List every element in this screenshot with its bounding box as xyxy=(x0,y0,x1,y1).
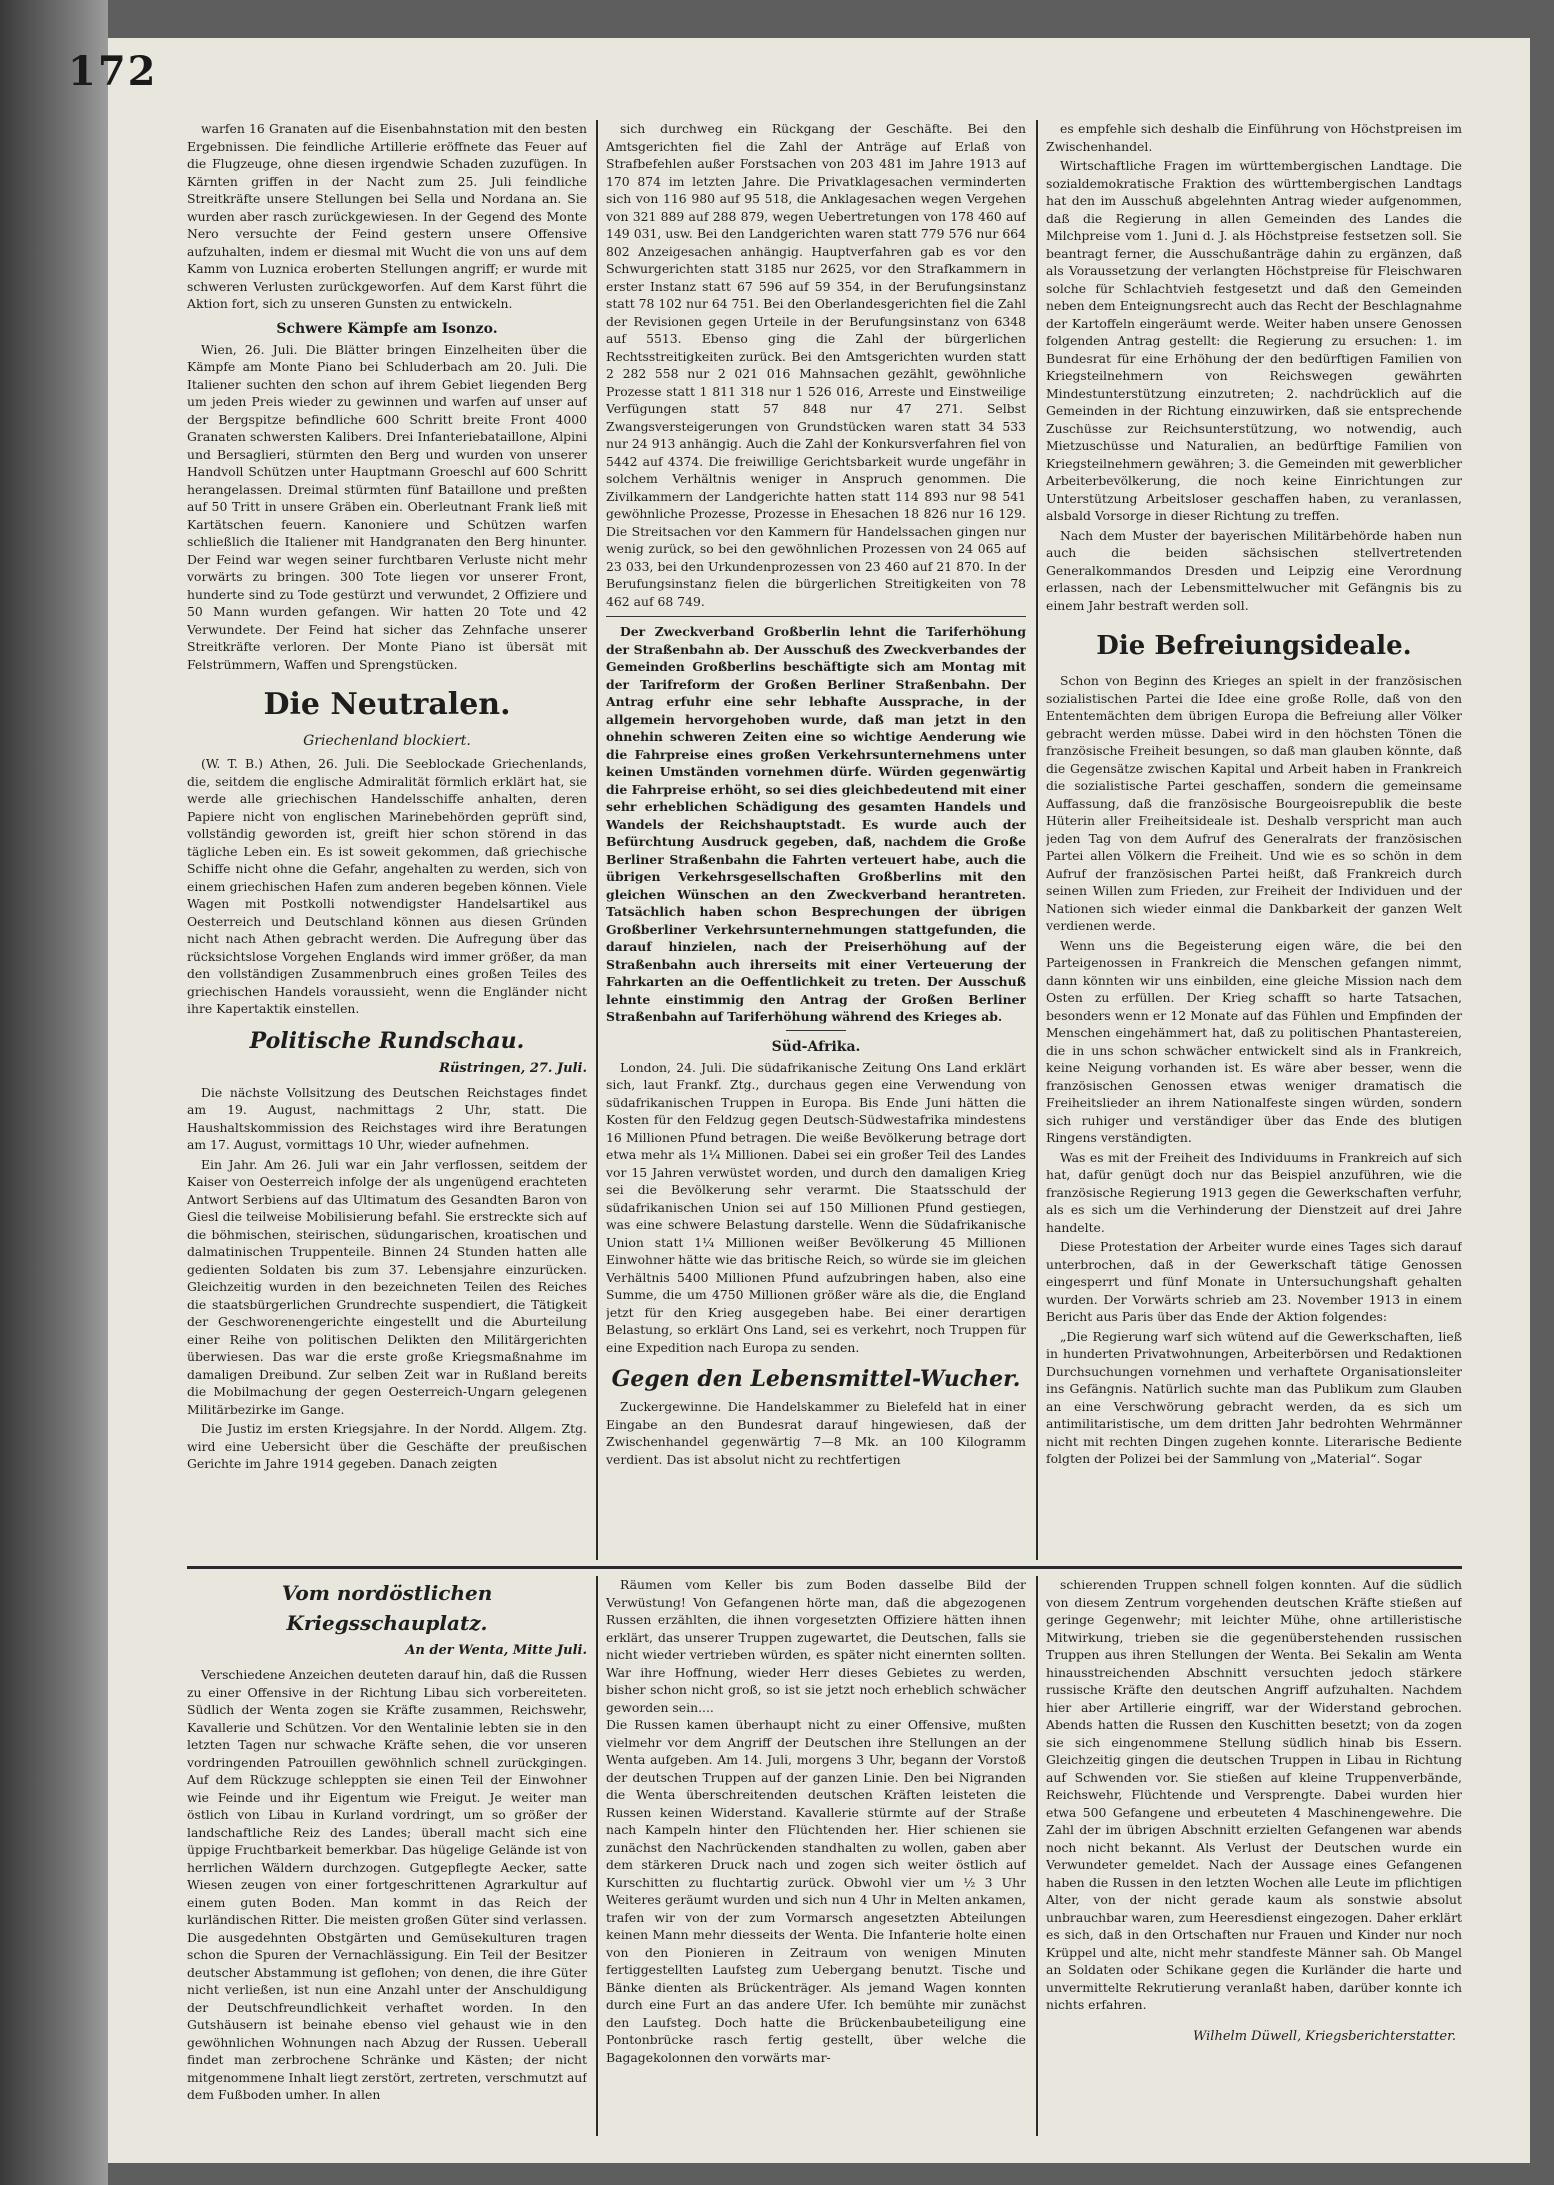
kriegsschauplatz-text-3: schierenden Truppen schnell folgen konnten. Auf die südlich von diesem Zentrum vorgehenden deutschen Kräfte stießen auf geringe Gegenwehr; mit leichter Mühe, ohne artilleristische Mitwirkung, trieben sie die gegenüberstehenden russischen Truppen aus ihren Stellungen der Wenta. Bei Sekalin am Wenta hinausstreichenden Abschnitt versuchten jedoch stärkere russische Kräfte den deutschen Angriff aufzuhalten. Nachdem hier aber Artillerie eingriff, war der Widerstand gebrochen. Abends hatten die Russen den Kuschitten besetzt; von da zogen sie sich eingenommene Stellung südlich hinab bis Essern. Gleichzeitig gingen die deutschen Truppen in Libau in Richtung auf Schwenden vor. Sie stießen auf kleine Truppenverbände, Reichswehr, Flüchtende und Versprengte. Dabei wurden hier etwa 500 Gefangene und erbeuteten 4 Maschinengewehre. Die Zahl der im übrigen Abschnitt erzielten Gefangenen war abends noch nicht bekannt. Als Verlust der Deutschen wurde ein Verwundeter gemeldet. Nach der Aussage eines Gefangenen haben die Russen in den letzten Wochen alle Leute im pflichtigen Alter, von der nicht gerade kaum als sonstwie absolut unbrauchbar waren, zum Heeresdienst eingezogen. Daher erklärt es sich, daß in den Ortschaften nur Frauen und Kinder nur noch Krüppel und alte, nicht mehr standfeste Männer sah. Ob Mangel an Soldaten oder Schikane gegen die Kurländer die harte und unvermittelte Rekrutierung veranlaßt haben, darüber konnte ich nichts erfahren. xyxy=(1046,1577,1462,2012)
justiz-statistics-text: sich durchweg ein Rückgang der Geschäfte. Bei den Amtsgerichten fiel die Zahl der Anträge auf Erlaß von Strafbefehlen außer Forstsachen von 203 481 im Jahre 1913 auf 170 874 im letzten Jahre. Die Privatklagesachen verminderten sich von 116 980 auf 95 518, die Anklagesachen wegen Vergehen von 321 889 auf 288 879, wegen Uebertretungen von 178 460 auf 149 031, usw. Bei den Landgerichten waren statt 779 576 nur 664 802 Anzeigesachen anhängig. Hauptverfahren gab es vor den Schwurgerichten statt 3185 nur 2625, vor den Strafkammern in erster Instanz statt 67 596 auf 59 354, in der Berufungsinstanz statt 78 102 nur 64 751. Bei den Oberlandesgerichten fiel die Zahl der Revisionen gegen Urteile in der Berufungsinstanz von 6348 auf 5513. Ebenso ging die Zahl der bürgerlichen Rechtsstreitigkeiten zurück. Bei den Amtsgerichten wurden statt 2 282 558 nur 2 021 016 Mahnsachen gezählt, gewöhnliche Prozesse statt 1 811 318 nur 1 526 016, Arreste und Einstweilige Verfügungen statt 57 848 nur 47 271. Selbst Zwangsversteigerungen von Grundstücken waren statt 34 533 nur 24 913 anhängig. Auch die Zahl der Konkursverfahren fiel von 5442 auf 4374. Die freiwillige Gerichtsbarkeit wurde ungefähr in solchem Verhältnis weniger in Anspruch genommen. Die Zivilkammern der Landgerichte hatten statt 114 893 nur 98 541 gewöhnliche Prozesse, Prozesse in Ehesachen 18 826 nur 16 129. Die Streitsachen vor den Kammern für Handelssachen gingen nur wenig zurück, so bei den gewöhnlichen Prozessen von 24 065 auf 23 033, bei den Urkundenprozessen von 23 460 auf 21 870. In der Berufungsinstanz fielen die bürgerlichen Streitigkeiten von 78 462 auf 68 749. xyxy=(606,121,1026,609)
lower-column-1 xyxy=(187,1576,587,2136)
suedafrika-heading: Süd-Afrika. xyxy=(771,1038,861,1055)
befreiungsideale-p3: Was es mit der Freiheit des Individuums in Frankreich auf sich hat, dafür genügt doch nur das Beispiel anzuführen, wie die französische Regierung 1913 gegen die Gewerkschaften verfuhr, als es sich um die Verhinderung der Dienstzeit auf drei Jahre handelte. xyxy=(1046,1149,1462,1235)
rundschau-heading: Politische Rundschau. xyxy=(249,1027,525,1054)
page-number: 172 xyxy=(68,48,158,95)
rundschau-dateline: Rüstringen, 27. Juli. xyxy=(439,1060,587,1076)
war-report-text: warfen 16 Granaten auf die Eisenbahnstation mit den besten Ergebnissen. Die feindliche Artillerie eröffnete das Feuer auf die Flugzeuge, ohne diesen irgendwie Schaden zuzufügen. In Kärnten griffen in der Nacht zum 25. Juli feindliche Streitkräfte unsere Stellungen bei Sella und Nordana an. Sie wurden aber rasch zurückgewiesen. In der Gegend des Monte Nero versuchte der Feind gestern unsere Offensive aufzuhalten, indem er diesmal mit Wucht die von uns auf dem Kamm von Luznica eroberten Stellungen angriff; er wurde mit schweren Verlusten zurückgeworfen. Auf dem Karst führt die Aktion fort, sich zu unseren Gunsten zu entwickeln. xyxy=(187,121,587,311)
rundschau-ein-jahr: Ein Jahr. Am 26. Juli war ein Jahr verflossen, seitdem der Kaiser von Oesterreich infolge der als ungenügend erachteten Antwort Serbiens auf das Ultimatum des Gesandten Baron von Giesl die teilweise Mobilisierung befahl. Sie erstreckte sich auf die böhmischen, steirischen, südungarischen, kroatischen und dalmatinischen Truppenteile. Binnen 24 Stunden hatten alle gedienten Soldaten bis zum 37. Lebensjahre einzurücken. Gleichzeitig wurden in den bezeichneten Teilen des Reiches die staatsbürgerlichen Grundrechte suspendiert, die Tätigkeit der Geschworenengerichte eingestellt und die Aburteilung einer Reihe von politischen Delikten den Militärgerichten überwiesen. Das war die erste große Kriegsmaßnahme im damaligen Dreibund. Zur selben Zeit war in Rußland bereits die Mobilmachung der gegen Oesterreich-Ungarn gelegenen Militärbezirke im Gange. xyxy=(187,1156,587,1417)
column-3 xyxy=(1046,120,1462,1560)
column-2 xyxy=(606,120,1026,1560)
befreiungsideale-p5: „Die Regierung warf sich wütend auf die Gewerkschaften, ließ in hunderten Privatwohnungen, Arbeiterbörsen und Redaktionen Durchsuchungen vornehmen und verhaftete Organisationsleiter ins Gefängnis. Natürlich suchte man das Publikum zum Glauben an eine Verschwörung gebracht werden, da es sich um antimilitaristische, um dem dritten Jahr bedrohten Wehrmänner nicht mit rechten Dingen zugehen konnte. Literarische Bediente folgten der Polizei bei der Sammlung von „Material“. Sogar xyxy=(1046,1328,1462,1466)
section-rule xyxy=(187,1566,1462,1569)
column-1 xyxy=(187,120,587,1560)
section-divider xyxy=(606,616,1026,617)
kriegsschauplatz-dateline: An der Wenta, Mitte Juli. xyxy=(405,1643,587,1658)
column-rule xyxy=(596,120,598,1560)
suedafrika-text: London, 24. Juli. Die südafrikanische Zeitung Ons Land erklärt sich, laut Frankf. Ztg., durchaus gegen eine Verwendung von südafrikanischen Truppen in Europa. Bis Ende Juni hätten die Kosten für den Feldzug gegen Deutsch-Südwestafrika mindestens 16 Millionen Pfund betragen. Die weiße Bevölkerung betrage dort etwa mehr als 1¼ Millionen. Dabei sei ein großer Teil des Landes vor 15 Jahren verwüstet worden, und durch den damaligen Krieg sei die Bevölkerung sehr verarmt. Die Staatsschuld der südafrikanischen Union sei auf 150 Millionen Pfund gestiegen, was eine schwere Belastung darstelle. Wenn die Südafrikanische Union statt 1¼ Millionen weißer Bevölkerung 45 Millionen Einwohner hätte wie das britische Reich, so würde sie im gleichen Verhältnis 5400 Millionen Pfund aufzubringen haben, also eine Summe, die um 4750 Millionen größer wäre als die, die England jetzt für den Krieg ausgegeben habe. Bei einer derartigen Belastung, so erklärt Ons Land, sei es verkehrt, noch Truppen für eine Expedition nach Europa zu senden. xyxy=(606,1059,1026,1355)
befreiungsideale-p1: Schon von Beginn des Krieges an spielt in der französischen sozialistischen Partei die Idee eine große Rolle, daß von den Ententemächten dem übrigen Europa die Befreiung aller Völker gebracht werden müsse. Dabei wird in den höchsten Tönen die französische Freiheit besungen, so daß man glauben könnte, daß die Gegensätze zwischen Kapital und Arbeit haben in Frankreich die sozialistische Partei geschaffen, sondern die gemeinsame Auffassung, daß die französische Bourgeoisrepublik die beste Hüterin aller Freiheitsideale ist. Deshalb verspricht man auch jeden Tag von dem Aufruf des Generalrats der französischen Partei allen Völkern die Freiheit. Und wie es so schön in dem Aufruf der französischen Partei heißt, daß Frankreich durch seinen Willen zum Frieden, zur Freiheit der Individuen und der Nationen sich wieder einmal die Dankbarkeit der ganzen Welt verdienen werde. xyxy=(1046,673,1462,933)
greece-text: (W. T. B.) Athen, 26. Juli. Die Seeblockade Griechenlands, die, seitdem die englische Admiralität förmlich erklärt hat, sie werde alle griechischen Handelsschiffe anhalten, deren Papiere nicht von englischen Marinebehörden geprüft sind, vollständig geworden ist, greift hier schon störend in das tägliche Leben ein. Es ist soweit gekommen, daß griechische Schiffe nicht ohne die Gefahr, angehalten zu werden, sich von einem griechischen Hafen zum anderen begeben können. Viele Wagen mit Postkolli notwendigster Handelsartikel aus Oesterreich und Deutschland können aus diesen Gründen nicht nach Athen gebracht werden. Die Aufregung über das rücksichtslose Vorgehen Englands wird immer größer, da man den vollständigen Zusammenbruch eines großen Teiles des griechischen Handels voraussieht, wenn die Engländer nicht ihre Kapertaktik einstellen. xyxy=(187,756,587,1016)
rundschau-reichstag: Die nächste Vollsitzung des Deutschen Reichstages findet am 19. August, nachmittags 2 Uhr, statt. Die Haushaltskommission des Reichstages wird ihre Beratungen am 17. August, vormittags 10 Uhr, wieder aufnehmen. xyxy=(187,1084,587,1152)
befreiungsideale-p4: Diese Protestation der Arbeiter wurde eines Tages sich darauf unterbrochen, daß in der Gewerkschaft tätige Genossen eingesperrt und fünf Monate in Untersuchungshaft gehalten wurden. Der Vorwärts schrieb am 23. November 1913 in einem Bericht aus Paris über das Ende der Aktion folgendes: xyxy=(1046,1239,1462,1324)
lebensmittel-wucher-heading: Gegen den Lebensmittel-Wucher. xyxy=(611,1366,1021,1392)
rundschau-justiz: Die Justiz im ersten Kriegsjahre. In der Nordd. Allgem. Ztg. wird eine Uebersicht über die Geschäfte der preußischen Gerichte im Jahre 1914 gegeben. Danach zeigten xyxy=(187,1421,587,1471)
kriegsschauplatz-text-2: Räumen vom Keller bis zum Boden dasselbe Bild der Verwüstung! Von Gefangenen hörte man, daß die abgezogenen Russen erzählten, die ihnen vorgesetzten Offiziere hätten ihnen erklärt, das unserer Truppen zugewartet, die Deutschen, falls sie nicht wieder vertrieben würden, es später nicht einernten sollten. War ihre Hoffnung, wieder Herr dieses Gebietes zu werden, bisher schon nicht groß, so ist sie jetzt noch erheblich schwächer geworden sein.... Die Russen kamen überhaupt nicht zu einer Offensive, mußten vielmehr vor dem Angriff der Deutschen ihre Stellungen an der Wenta aufgeben. Am 14. Juli, morgens 3 Uhr, begann der Vorstoß der deutschen Truppen auf der ganzen Linie. Den bei Nigranden die Wenta überschreitenden deutschen Kräften leisteten die Russen keinen Widerstand. Kavallerie stürmte auf der Straße nach Kampeln hinter den Flüchtenden her. Hier schienen sie zunächst den Nachrückenden standhalten zu wollen, gaben aber dem stärkeren Druck nach und zogen sich weiter östlich auf Kurschitten zu fluchtartig zurück. Obwohl vier um ½ 3 Uhr Weiteres geräumt wurden und sich nun 4 Uhr in Melten ankamen, trafen wir von der zum Vormarsch angesetzten Abteilungen keinen Mann mehr diesseits der Wenta. Die Infanterie holte einen von den Pionieren in Zeitraum von wenigen Minuten fertiggestellten Laufsteg zum Uebergang benutzt. Tische und Bänke dienten als Brückenträger. Als jemand Wagen konnten durch eine Furt an das andere Ufer. Ich bemühte mir zunächst den Laufsteg. Doch hatte die Brückenbaubeteiligung eine Pontonbrücke rasch fertig gestellt, über welche die Bagagekolonnen den vorwärts mar- xyxy=(606,1577,1026,2065)
sachsen-verordnung-text: Nach dem Muster der bayerischen Militärbehörde haben nun auch die beiden sächsischen stellvertretenden Generalkommandos Dresden und Leipzig eine Verordnung erlassen, nach der Lebensmittelwucher mit Gefängnis bis zu einem Jahr bestraft werden soll. xyxy=(1046,527,1462,613)
hoechstpreise-text: es empfehle sich deshalb die Einführung von Höchstpreisen im Zwischenhandel. xyxy=(1046,121,1462,154)
lower-column-2 xyxy=(606,1576,1026,2136)
befreiungsideale-heading: Die Befreiungsideale. xyxy=(1096,631,1412,661)
lower-column-3 xyxy=(1046,1576,1462,2136)
zweckverband-text: Der Zweckverband Großberlin lehnt die Tariferhöhung der Straßenbahn ab. Der Ausschuß des Zweckverbandes der Gemeinden Großberlins beschäftigte sich am Montag mit der Tarifreform der Großen Berliner Straßenbahn. Der Antrag erfuhr eine sehr lebhafte Aussprache, in der allgemein hervorgehoben wurde, daß man jetzt in den ohnehin schweren Zeiten eine so wichtige Aenderung wie die Fahrpreise eines großen Verkehrsunternehmens unter keinen Umständen vornehmen dürfe. Würden gegenwärtig die Fahrpreise erhöht, so sei dies gleichbedeutend mit einer sehr erheblichen Schädigung des gesamten Handels und Wandels der Reichshauptstadt. Es wurde auch der Befürchtung Ausdruck gegeben, daß, nachdem die Große Berliner Straßenbahn die Fahrten verteuert habe, auch die übrigen Verkehrsgesellschaften Großberlins mit den gleichen Wünschen an den Zweckverband herantreten. Tatsächlich haben schon Besprechungen der übrigen Großberliner Verkehrsunternehmungen stattgefunden, die darauf hinzielen, nach der Preiserhöhung auf der Straßenbahn auch ihrerseits mit einer Verteuerung der Fahrkarten an die Oeffentlichkeit zu treten. Der Ausschuß lehnte einstimmig den Antrag der Großen Berliner Straßenbahn auf Tariferhöhung während des Krieges ab. xyxy=(606,624,1026,1024)
kriegsschauplatz-text-1: Verschiedene Anzeichen deuteten darauf hin, daß die Russen zu einer Offensive in der Richtung Libau sich vorbereiteten. Südlich der Wenta zogen sie Kräfte zusammen, Reichswehr, Kavallerie und Schützen. Vor den Wentalinie lebten sie in den letzten Tagen nur schwache Kräfte sehen, die vor unseren vordringenden Patrouillen gewöhnlich schnell zurückgingen. Auf dem Rückzuge schleppten sie einen Teil der Einwohner wie Feinde und ihr Eigentum wie Freigut. Je weiter man östlich von Libau in Kurland vordringt, um so größer der landschaftliche Reiz des Landes; überall macht sich eine üppige Fruchtbarkeit bemerkbar. Das hügelige Gelände ist von herrlichen Wäldern durchzogen. Gutgepflegte Aecker, satte Wiesen zeugen von einer fortgeschrittenen Agrarkultur auf einem guten Boden. Man kommt in das Reich der kurländischen Ritter. Die meisten großen Güter sind verlassen. Die ausgedehnten Obstgärten und Gemüsekulturen tragen schon die Spuren der Vernachlässigung. Ein Teil der Besitzer deutscher Abstammung ist geflohen; von denen, die ihre Güter nicht verließen, ist nun eine Anzahl unter der Anschuldigung der Deutschfreundlichkeit verhaftet worden. In den Gutshäusern ist beinahe ebenso viel gehaust wie in den gewöhnlichen Wohnungen nach Abzug der Russen. Ueberall findet man zerbrochene Schränke und Kästen; der nicht mitgenommene Inhalt liegt zerstört, zertreten, verschmutzt auf dem Fußboden umher. In allen xyxy=(187,1667,587,2102)
scan-edge xyxy=(0,0,108,2185)
column-rule xyxy=(1036,1576,1038,2136)
column-rule xyxy=(1036,120,1038,1560)
column-rule xyxy=(596,1576,598,2136)
neutralen-heading: Die Neutralen. xyxy=(263,687,511,722)
wuerttemberg-text: Wirtschaftliche Fragen im württembergischen Landtage. Die sozialdemokratische Fraktion des württembergischen Landtags hat den im Ausschuß abgelehnten Antrag wieder aufgenommen, daß die Regierung in allen Gemeinden des Landes die Milchpreise vom 1. Juni d. J. als Höchstpreise festsetzen soll. Sie beantragt ferner, die Ausschußanträge dahin zu ergänzen, daß als Voraussetzung der verlangten Höchstpreise für Fleischwaren solche für Schlachtvieh festgesetzt und daß den Gemeinden neben dem Enteignungsrecht auch das Recht der Beschlagnahme der Kartoffeln eingeräumt werde. Weiter haben unsere Genossen folgenden Antrag gestellt: die Regierung zu ersuchen: 1. im Bundesrat für eine Erhöhung der den bedürftigen Familien von Kriegsteilnehmern von Reichswegen gewährten Mindestunterstützung einzutreten; 2. nachdrücklich auf die Gemeinden in der Richtung einzuwirken, daß sie entsprechende Zuschüsse zur Reichsunterstützung, wo notwendig, auch Mietzuschüsse und Naturalien, an bedürftige Familien von Kriegsteilnehmern gewähren; 3. die Gemeinden mit gewerblicher Arbeiterbevölkerung, die noch keine Einrichtungen zur Unterstützung Arbeitsloser geschaffen haben, zu veranlassen, alsbald Vorsorge in dieser Richtung zu treffen. xyxy=(1046,158,1462,523)
kriegsschauplatz-heading: Vom nordöstlichen Kriegsschauplatz. xyxy=(281,1581,493,1635)
isonzo-heading: Schwere Kämpfe am Isonzo. xyxy=(276,320,498,337)
zuckergewinne-text: Zuckergewinne. Die Handelskammer zu Bielefeld hat in einer Eingabe an den Bundesrat darauf hingewiesen, daß der Zwischenhandel gegenwärtig 7—8 Mk. an 100 Kilogramm verdient. Das ist absolut nicht zu rechtfertigen xyxy=(606,1399,1026,1467)
befreiungsideale-p2: Wenn uns die Begeisterung eigen wäre, die bei den Parteigenossen in Frankreich die Menschen gefangen nimmt, dann könnten wir uns einbilden, eine gleiche Mission nach dem Osten zu erfüllen. Der Krieg schafft so harte Tatsachen, besonders wenn er 12 Monate auf das Fühlen und Empfinden der Menschen eingehämmert hat, daß zu politischen Phantastereien, die in uns schon schwächer entwickelt sind als in Frankreich, keine Neigung vorhanden ist. Es wäre aber besser, wenn die französischen Genossen etwas weniger dramatisch die Freiheitslieder an ihrem Nationalfeste singen würden, sondern sich ruhiger und verständiger über das Ende des blutigen Ringens verständigten. xyxy=(1046,937,1462,1145)
short-divider xyxy=(786,1030,846,1031)
greece-subheading: Griechenland blockiert. xyxy=(303,733,471,749)
isonzo-text: Wien, 26. Juli. Die Blätter bringen Einzelheiten über die Kämpfe am Monte Piano bei Schluderbach am 20. Juli. Die Italiener suchten den schon auf ihrem Gebiet liegenden Berg um jeden Preis wieder zu gewinnen und warfen auf unser auf der Bergspitze befindliche 600 Schritt breite Front 4000 Granaten schwersten Kalibers. Drei Infanteriebataillone, Alpini und Bersaglieri, stürmten den Berg und wurden von unserer Handvoll Schützen unter Hauptmann Groeschl auf 600 Schritt herangelassen. Dreimal stürmten fünf Bataillone und preßten auf 50 Tritt in unsere Gräben ein. Oberleutnant Frank ließ mit Kartätschen feuern. Kanoniere und Schützen warfen schließlich die Italiener mit Handgranaten den Berg hinunter. Der Feind war wegen seiner furchtbaren Verluste nicht mehr vorwärts zu bringen. 300 Tote liegen vor unserer Front, hunderte sind zu Tode gestürzt und verwundet, 2 Offiziere und 50 Mann wurden gefangen. Wir hatten 20 Tote und 42 Verwundete. Der Feind hat sicher das Zehnfache unserer Streitkräfte verloren. Der Monte Piano ist übersät mit Felstrümmern, Waffen und Sprengstücken. xyxy=(187,341,587,672)
byline: Wilhelm Düwell, Kriegsberichterstatter. xyxy=(1193,2028,1456,2044)
